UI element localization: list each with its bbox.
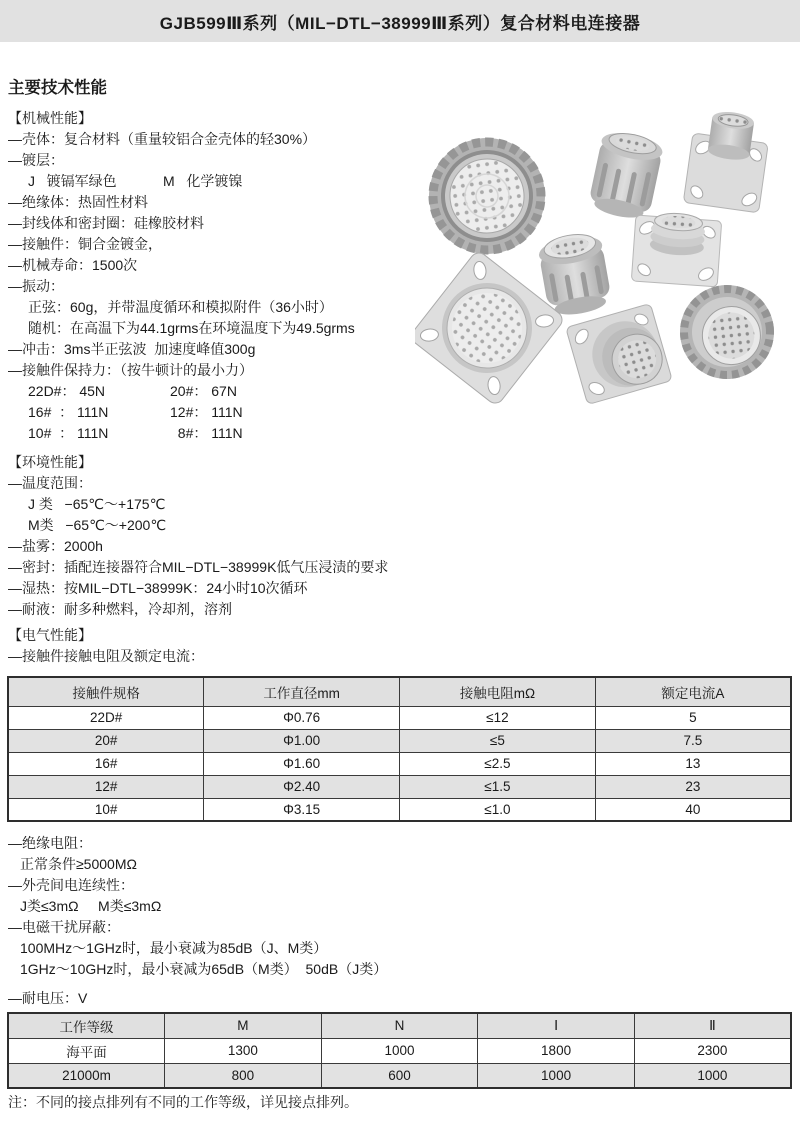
column-header: 接触电阻mΩ: [400, 677, 596, 706]
column-header: 额定电流A: [595, 677, 791, 706]
cell: 40: [595, 798, 791, 821]
spec-line: 正常条件≥5000MΩ: [20, 856, 137, 872]
cell: 13: [595, 752, 791, 775]
spec-line: M类 −65℃～+200℃: [28, 517, 167, 533]
cell: ≤2.5: [400, 752, 596, 775]
retention-force-row: [8, 402, 408, 423]
environmental-performance-section: [8, 452, 528, 620]
spec-line: —电磁干扰屏蔽：: [8, 919, 120, 935]
table-row: [8, 752, 791, 775]
column-header: N: [321, 1013, 478, 1038]
cell: Φ3.15: [204, 798, 400, 821]
page-title: GJB599Ⅲ系列（MIL−DTL−38999Ⅲ系列）复合材料电连接器: [159, 13, 641, 33]
retention-value: 20#： 67N: [170, 383, 237, 399]
retention-force-row: [8, 423, 408, 444]
cell: 21000m: [8, 1063, 165, 1088]
electrical-heading: 【电气性能】: [8, 627, 92, 643]
spec-line: J类≤3mΩ M类≤3mΩ: [20, 898, 162, 914]
plating-options-line: [8, 171, 408, 192]
table-row: [8, 775, 791, 798]
cell: Φ2.40: [204, 775, 400, 798]
cell: 1000: [634, 1063, 791, 1088]
column-header: 接触件规格: [8, 677, 204, 706]
cell: 12#: [8, 775, 204, 798]
electrical-performance-section: [8, 625, 528, 667]
cell: ≤1.0: [400, 798, 596, 821]
cell: 1000: [478, 1063, 635, 1088]
column-header: M: [165, 1013, 322, 1038]
table-row: [8, 1038, 791, 1063]
spec-line: —密封：插配连接器符合MIL−DTL−38999K低气压浸渍的要求: [8, 559, 389, 575]
cell: 1800: [478, 1038, 635, 1063]
column-header: 工作等级: [8, 1013, 165, 1038]
spec-line: —冲击：3ms半正弦波 加速度峰值300g: [8, 341, 256, 357]
retention-value: 10# ： 111N: [28, 425, 109, 441]
voltage-rating-table: [7, 1012, 792, 1089]
cell: 22D#: [8, 706, 204, 729]
spec-line: —壳体：复合材料（重量较铝合金壳体的轻30%）: [8, 131, 317, 147]
spec-line: —接触件：铜合金镀金，: [8, 236, 162, 252]
retention-force-row: [8, 381, 408, 402]
cell: 23: [595, 775, 791, 798]
cell: Φ0.76: [204, 706, 400, 729]
retention-value: 16# ： 111N: [28, 404, 109, 420]
connector-product-photo: [415, 112, 790, 462]
connector-flange-receptacle: [683, 112, 772, 213]
spec-line: —耐电压：V: [8, 990, 88, 1006]
cell: 7.5: [595, 729, 791, 752]
cell: 1000: [321, 1038, 478, 1063]
cell: 20#: [8, 729, 204, 752]
spec-line: —外壳间电连续性：: [8, 877, 134, 893]
connector-cylindrical-plug: [587, 128, 665, 222]
spec-line: —接触件保持力：（按牛顿计的最小力）: [8, 362, 253, 378]
page-title-band: [0, 0, 800, 42]
mechanical-heading: 【机械性能】: [8, 110, 92, 126]
mechanical-performance-section: [8, 108, 408, 444]
connector-flange-receptacle: [631, 211, 722, 287]
spec-line: —温度范围：: [8, 475, 92, 491]
spec-line: —封线体和密封圈：硅橡胶材料: [8, 215, 204, 231]
cell: 16#: [8, 752, 204, 775]
cell: ≤5: [400, 729, 596, 752]
spec-line: —镀层：: [8, 152, 64, 168]
spec-line: —绝缘体：热固性材料: [8, 194, 148, 210]
plating-option-j: J 镀镉军绿色: [28, 173, 117, 189]
spec-line: —湿热：按MIL−DTL−38999K：24小时10次循环: [8, 580, 308, 596]
electrical-notes-section: [8, 833, 528, 1009]
cell: Φ1.60: [204, 752, 400, 775]
table-row: [8, 798, 791, 821]
retention-value: 22D#： 45N: [28, 383, 106, 399]
contact-spec-table: [7, 676, 792, 822]
cell: 1300: [165, 1038, 322, 1063]
retention-value: 8#： 111N: [170, 425, 243, 441]
cell: ≤1.5: [400, 775, 596, 798]
spec-line: —盐雾：2000h: [8, 538, 103, 554]
cell: 800: [165, 1063, 322, 1088]
spec-line: 正弦：60g，并带温度循环和模拟附件（36小时）: [28, 299, 333, 315]
column-header: Ⅰ: [478, 1013, 635, 1038]
table-row: [8, 729, 791, 752]
footnote: 注：不同的接点排列有不同的工作等级，详见接点排列。: [8, 1094, 358, 1110]
cell: 海平面: [8, 1038, 165, 1063]
spec-line: —绝缘电阻：: [8, 835, 92, 851]
spec-line: 100MHz～1GHz时，最小衰减为85dB（J、M类）: [20, 940, 328, 956]
environmental-heading: 【环境性能】: [8, 454, 92, 470]
column-header: 工作直径mm: [204, 677, 400, 706]
spec-line: 1GHz～10GHz时，最小衰减为65dB（M类） 50dB（J类）: [20, 961, 388, 977]
table-row: [8, 706, 791, 729]
cell: 10#: [8, 798, 204, 821]
table-header-row: [8, 677, 791, 706]
spec-line: J 类 −65℃～+175℃: [28, 496, 166, 512]
section-title-main-specs: 主要技术性能: [8, 79, 107, 97]
table-header-row: [8, 1013, 791, 1038]
connector-flange-angled: [566, 303, 673, 404]
spec-line: —机械寿命：1500次: [8, 257, 138, 273]
spec-line: —接触件接触电阻及额定电流：: [8, 648, 204, 664]
column-header: Ⅱ: [634, 1013, 791, 1038]
cell: 2300: [634, 1038, 791, 1063]
connector-round-large: [421, 130, 552, 261]
plating-option-m: M 化学镀镍: [163, 173, 243, 189]
cell: Φ1.00: [204, 729, 400, 752]
spec-line: —振动：: [8, 278, 64, 294]
cell: 600: [321, 1063, 478, 1088]
spec-line: —耐液：耐多种燃料，冷却剂，溶剂: [8, 601, 232, 617]
cell: ≤12: [400, 706, 596, 729]
table-row: [8, 1063, 791, 1088]
retention-value: 12#： 111N: [170, 404, 243, 420]
spec-line: 随机：在高温下为44.1grms在环境温度下为49.5grms: [28, 320, 355, 336]
cell: 5: [595, 706, 791, 729]
connector-round-plug: [675, 280, 778, 383]
